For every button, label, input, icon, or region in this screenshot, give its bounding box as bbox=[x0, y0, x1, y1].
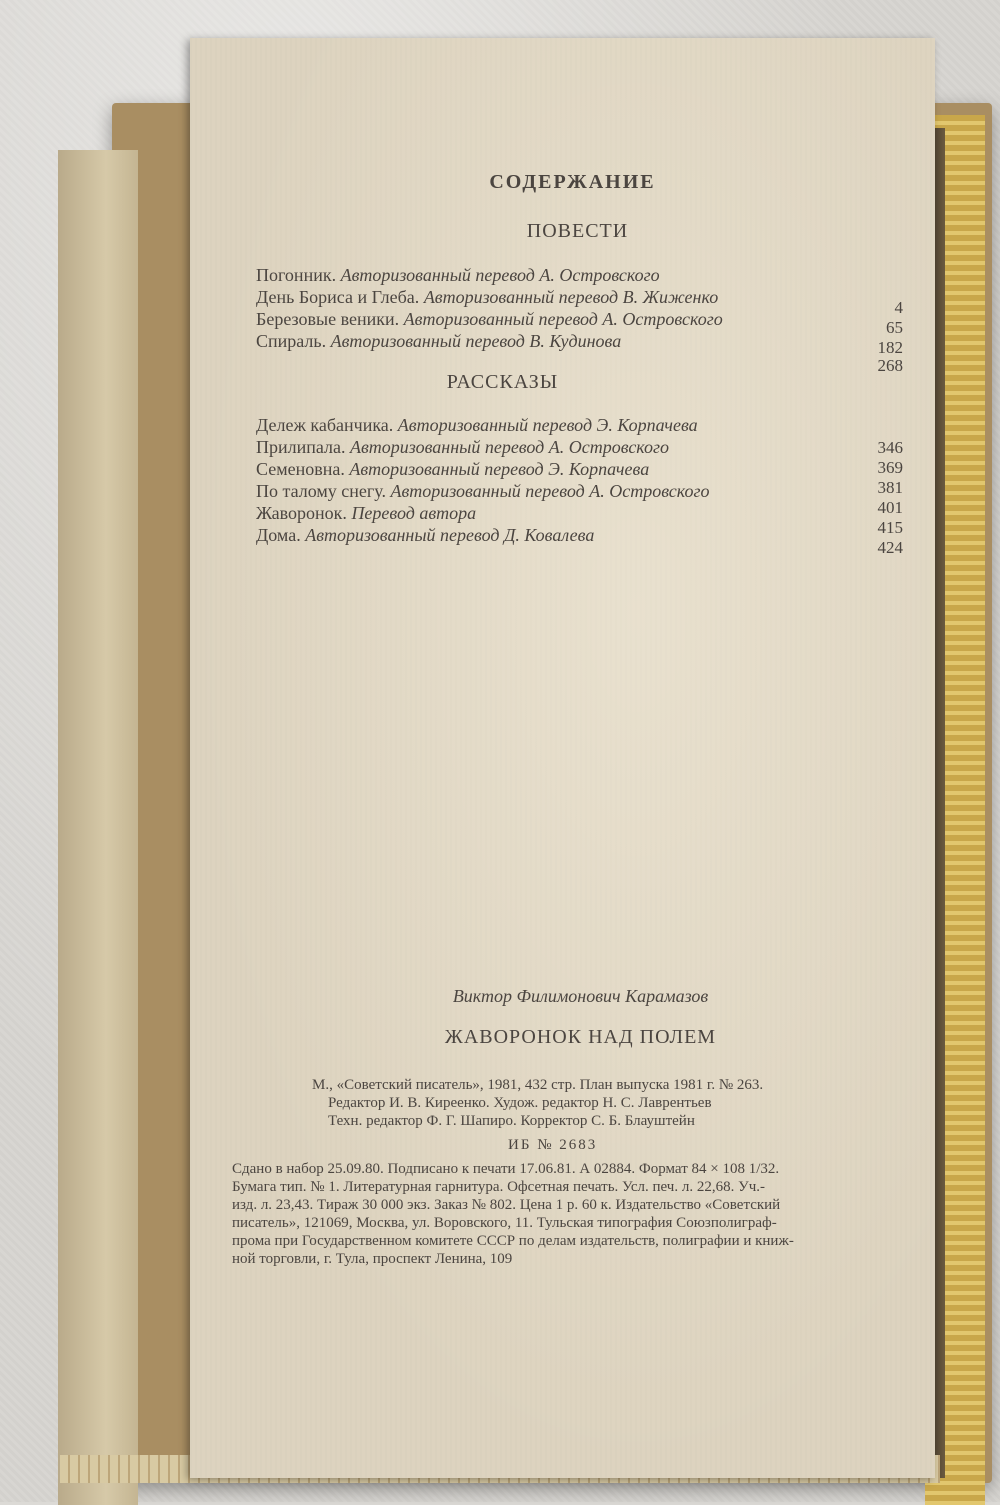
book-title: ЖАВОРОНОК НАД ПОЛЕМ bbox=[444, 1026, 717, 1048]
tech-editor-line: Техн. редактор Ф. Г. Шапиро. Корректор С. Б. Блауштейн bbox=[328, 1113, 695, 1129]
contents-heading: СОДЕРЖАНИЕ bbox=[489, 171, 656, 193]
print-detail-line: ной торговли, г. Тула, проспект Ленина, 109 bbox=[232, 1251, 513, 1267]
toc-page-number: 381 bbox=[877, 478, 903, 497]
toc-entry-title: Спираль. bbox=[256, 331, 327, 351]
toc-entry-title: Жаворонок. bbox=[256, 503, 347, 523]
toc-entry bbox=[256, 308, 723, 330]
toc-entry-translator: Авторизованный перевод А. Островского bbox=[390, 481, 710, 501]
toc-entry-translator: Авторизованный перевод Д. Ковалева bbox=[305, 525, 595, 545]
toc-entry bbox=[256, 414, 698, 436]
toc-entry bbox=[256, 330, 621, 352]
toc-entry-translator: Авторизованный перевод В. Кудинова bbox=[330, 331, 622, 351]
toc-entry bbox=[256, 286, 718, 308]
toc-page-number: 369 bbox=[877, 458, 903, 477]
toc-entry-title: Дома. bbox=[256, 525, 301, 545]
toc-entry bbox=[256, 502, 476, 524]
toc-entry-translator: Авторизованный перевод Э. Корпачева bbox=[397, 415, 698, 435]
print-detail-line: Бумага тип. № 1. Литературная гарнитура. Офсетная печать. Усл. печ. л. 22,68. Уч.- bbox=[232, 1179, 765, 1195]
toc-entry-title: Дележ кабанчика. bbox=[256, 415, 394, 435]
book-page bbox=[190, 38, 935, 1478]
toc-page-number: 4 bbox=[894, 298, 903, 317]
author-name: Виктор Филимонович Карамазов bbox=[452, 986, 709, 1006]
toc-page-number: 401 bbox=[877, 498, 903, 517]
toc-entry-title: По талому снегу. bbox=[256, 481, 386, 501]
section-title-rasskazy: РАССКАЗЫ bbox=[446, 371, 559, 393]
toc-entry-translator: Авторизованный перевод В. Жиженко bbox=[423, 287, 719, 307]
toc-entry-translator: Авторизованный перевод А. Островского bbox=[350, 437, 670, 457]
print-detail-line: Сдано в набор 25.09.80. Подписано к печати 17.06.81. А 02884. Формат 84 × 108 1/32. bbox=[232, 1161, 780, 1177]
toc-entry-translator: Авторизованный перевод А. Островского bbox=[340, 265, 660, 285]
section-title-povesti: ПОВЕСТИ bbox=[526, 220, 629, 242]
toc-entry-translator: Авторизованный перевод А. Островского bbox=[403, 309, 723, 329]
toc-page-number: 268 bbox=[877, 356, 903, 375]
toc-page-number: 182 bbox=[877, 338, 903, 357]
print-detail-line: писатель», 121069, Москва, ул. Воровского, 11. Тульская типография Союзполиграф- bbox=[232, 1215, 777, 1231]
toc-entry-title: Прилипала. bbox=[256, 437, 346, 457]
page-edges-left bbox=[58, 150, 138, 1505]
toc-entry-title: День Бориса и Глеба. bbox=[256, 287, 420, 307]
toc-page-number: 346 bbox=[877, 438, 903, 457]
print-details bbox=[232, 1160, 912, 1268]
print-detail-line: изд. л. 23,43. Тираж 30 000 экз. Заказ № 802. Цена 1 р. 60 к. Издательство «Советский bbox=[232, 1197, 781, 1213]
toc-entry bbox=[256, 524, 594, 546]
editor-line: Редактор И. В. Киреенко. Худож. редактор Н. С. Лаврентьев bbox=[328, 1095, 712, 1111]
toc-entry-translator: Авторизованный перевод Э. Корпачева bbox=[349, 459, 650, 479]
publisher-line: М., «Советский писатель», 1981, 432 стр. План выпуска 1981 г. № 263. bbox=[312, 1077, 764, 1093]
toc-entry bbox=[256, 480, 710, 502]
toc-page-number: 65 bbox=[886, 318, 903, 337]
toc-page-number: 424 bbox=[877, 538, 903, 557]
toc-entry-title: Семеновна. bbox=[256, 459, 345, 479]
toc-entry-title: Погонник. bbox=[256, 265, 337, 285]
print-detail-line: прома при Государственном комитете СССР по делам издательств, полиграфии и книж- bbox=[232, 1233, 794, 1249]
toc-entry-translator: Перевод автора bbox=[351, 503, 477, 523]
toc-entry-title: Березовые веники. bbox=[256, 309, 400, 329]
toc-page-number: 415 bbox=[877, 518, 903, 537]
toc-entry bbox=[256, 436, 669, 458]
toc-entry bbox=[256, 458, 649, 480]
ib-number: ИБ № 2683 bbox=[508, 1137, 598, 1153]
toc-entry bbox=[256, 264, 660, 286]
